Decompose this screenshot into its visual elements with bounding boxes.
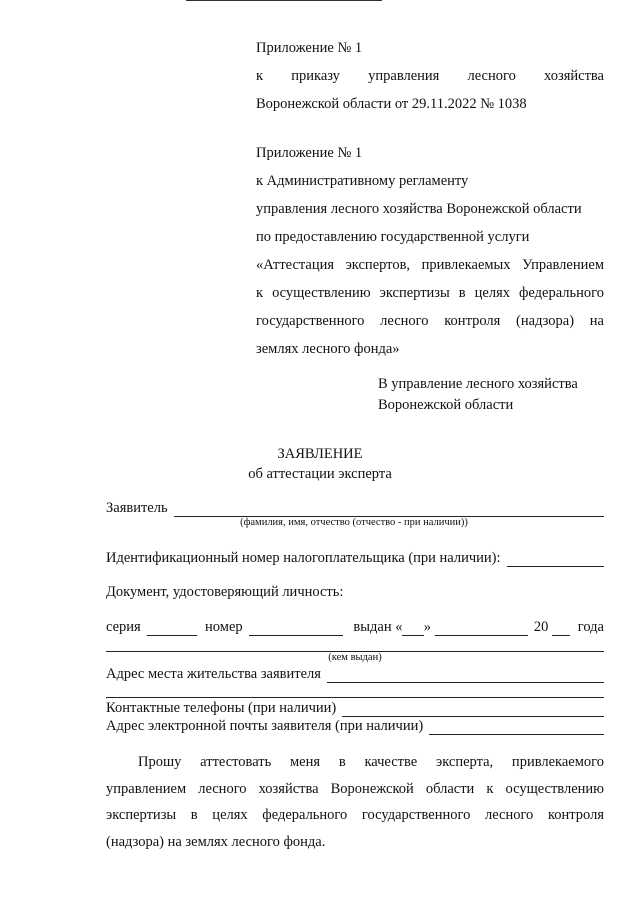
annex-order-line: Приложение № 1 bbox=[256, 40, 363, 56]
email-row bbox=[106, 718, 604, 735]
issued-by-hint: (кем выдан) bbox=[328, 652, 382, 663]
annex-regulation-line: к Административному регламенту bbox=[256, 173, 469, 189]
phones-row bbox=[106, 700, 604, 717]
annex-regulation-line: Приложение № 1 bbox=[256, 145, 363, 161]
issue-month-field[interactable] bbox=[435, 620, 528, 636]
series-label: серия bbox=[106, 619, 141, 635]
annex-order-block bbox=[256, 34, 604, 118]
number-label: номер bbox=[205, 619, 243, 635]
addressee-line: Воронежской области bbox=[378, 397, 514, 413]
phones-label: Контактные телефоны (при наличии) bbox=[106, 700, 337, 716]
annex-regulation-line: государственного лесного контроля (надзора) на bbox=[256, 313, 604, 329]
series-field[interactable] bbox=[147, 620, 197, 636]
request-line: управлением лесного хозяйства Воронежской области к осуществлению bbox=[106, 780, 604, 797]
year-prefix: 20 bbox=[533, 619, 549, 635]
email-field[interactable] bbox=[429, 719, 604, 735]
phones-field[interactable] bbox=[342, 701, 604, 717]
annex-order-line: к приказу управления лесного хозяйства bbox=[256, 68, 604, 84]
document-title: ЗАЯВЛЕНИЕ bbox=[277, 446, 363, 462]
request-line: (надзора) на землях лесного фонда. bbox=[106, 833, 326, 850]
applicant-label: Заявитель bbox=[106, 500, 168, 516]
addressee-line: В управление лесного хозяйства bbox=[378, 376, 578, 392]
annex-regulation-block bbox=[256, 139, 604, 363]
annex-order-line: Воронежской области от 29.11.2022 № 1038 bbox=[256, 96, 527, 112]
issue-day-field[interactable] bbox=[402, 620, 423, 636]
annex-regulation-line: землях лесного фонда» bbox=[256, 341, 400, 357]
applicant-field[interactable] bbox=[174, 501, 604, 517]
address-row bbox=[106, 666, 604, 683]
email-label: Адрес электронной почты заявителя (при наличии) bbox=[106, 718, 424, 734]
inn-row bbox=[106, 550, 604, 567]
applicant-row bbox=[106, 500, 604, 517]
top-edge-line bbox=[186, 0, 382, 1]
annex-regulation-line: «Аттестация экспертов, привлекаемых Управлением bbox=[256, 257, 604, 273]
applicant-hint: (фамилия, имя, отчество (отчество - при наличии)) bbox=[240, 517, 468, 528]
id-doc-label: Документ, удостоверяющий личность: bbox=[106, 584, 344, 600]
address-label: Адрес места жительства заявителя bbox=[106, 666, 321, 682]
request-line: экспертизы в целях федерального государственного лесного контроля bbox=[106, 807, 604, 823]
issue-year-field[interactable] bbox=[552, 620, 569, 636]
inn-field[interactable] bbox=[507, 551, 604, 567]
address-extra-line[interactable] bbox=[106, 697, 604, 698]
year-suffix: года bbox=[577, 619, 604, 635]
issued-label: выдан « bbox=[353, 619, 403, 635]
quote-close: » bbox=[423, 619, 431, 635]
addressee-block bbox=[378, 374, 578, 416]
address-field[interactable] bbox=[327, 667, 604, 683]
annex-regulation-line: по предоставлению государственной услуги bbox=[256, 229, 530, 245]
document-subtitle: об аттестации эксперта bbox=[248, 466, 392, 482]
inn-label: Идентификационный номер налогоплательщика (при наличии): bbox=[106, 550, 501, 566]
number-field[interactable] bbox=[249, 620, 344, 636]
annex-regulation-line: управления лесного хозяйства Воронежской области bbox=[256, 201, 582, 217]
request-line: Прошу аттестовать меня в качестве эксперта, привлекаемого bbox=[138, 754, 604, 770]
annex-regulation-line: к осуществлению экспертизы в целях федерального bbox=[256, 285, 604, 301]
passport-row bbox=[106, 619, 604, 636]
request-paragraph bbox=[106, 749, 604, 855]
id-doc-row bbox=[106, 584, 604, 601]
